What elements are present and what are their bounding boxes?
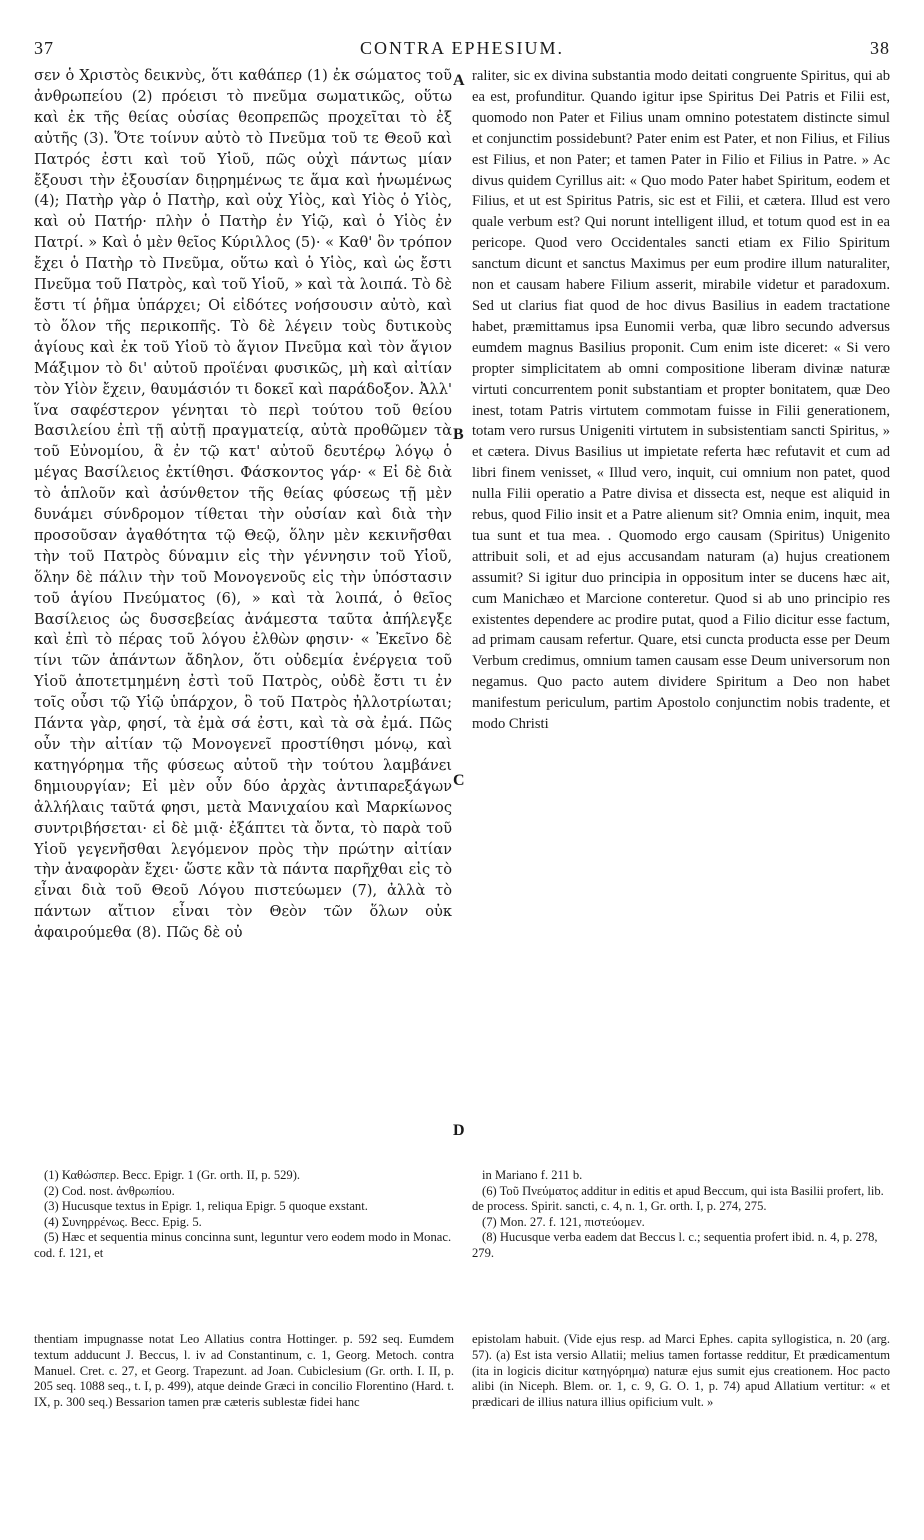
left-page-number: 37 — [34, 38, 54, 58]
margin-letter-b: B — [453, 426, 464, 443]
footnote-3: (3) Hucusque textus in Epigr. 1, reliqua Epigr. 5 quoque exstant. — [44, 1199, 368, 1214]
editor-note-right: epistolam habuit. (Vide ejus resp. ad Marci Ephes. capita syllogistica, n. 20 (arg. 57). (a) Est ista versio Allatii; melius tamen fortasse redditur, Et prædicamentum (ita in logicis dicitur κατηγόρημα) naturæ ejus sumit ejus creationem. Hoc pacto alibi (in Niceph. Blem. or. 1, c. 9, G. O. 1, p. 74) apud Allatium vertitur: « et prædicari de illius natura illius opificium vult. » — [472, 1332, 890, 1410]
running-title: CONTRA EPHESIUM. — [359, 38, 565, 58]
footnote-5: (5) Hæc et sequentia minus concinna sunt, leguntur vero eodem modo in Monac. cod. f. 121, et — [34, 1230, 452, 1260]
editor-note-left: thentiam impugnasse notat Leo Allatius contra Hottinger. p. 592 seq. Eumdem textum adducunt J. Beccus, l. iv ad Constantinum, c. 1, Georg. Metoch. contra Manuel. Cret. c. 27, et Georg. Trapezunt. ad Joan. Cubiclesium (Gr. orth. I. II, p. 205 seq. 1088 seq., t. I, p. 499), atque deinde Græci in concilio Florentino (Hard. t. IX, p. 300 seq.) Bessarion tamen præ cæteris sublestæ fidei hanc — [34, 1332, 454, 1410]
margin-letter-a: A — [453, 72, 465, 89]
margin-letter-d: D — [453, 1122, 465, 1139]
greek-column: σεν ὁ Χριστὸς δεικνὺς, ὅτι καθάπερ (1) ἐκ σώματος τοῦ ἀνθρωπείου (2) πρόεισι τὸ πνεῦμα σωματικῶς, οὕτω καὶ ἐκ τῆς θείας οὐσίας θεοπρεπῶς προχεῖται τὸ ἐξ αὐτῆς (3). Ὅτε τοίνυν αὐτὸ τὸ Πνεῦμα τοῦ τε Θεοῦ καὶ Πατρός ἐστι καὶ τοῦ Υἱοῦ, πῶς οὐχὶ πάντως μίαν ἔξουσι τὴν ἐξουσίαν διῃρημένως τε ἅμα καὶ ἡνωμένως (4); Πατὴρ γὰρ ὁ Πατὴρ, καὶ οὐχ Υἱὸς, καὶ Υἱὸς ὁ Υἱὸς, καὶ οὐ Πατήρ· πλὴν ὁ Πατὴρ ἐν Υἱῷ, καὶ ὁ Υἱὸς ἐν Πατρί. » Καὶ ὁ μὲν θεῖος Κύριλλος (5)· « Καθ' ὃν τρόπον ἔχει ὁ Πατὴρ τὸ Πνεῦμα, οὕτω καὶ ὁ Υἱὸς, καὶ ὡς ἔστι Πνεῦμα τοῦ Πατρὸς, καὶ τοῦ Υἱοῦ, » καὶ τὰ λοιπά. Τὸ δὲ ἔστι τί ῥῆμα ὑπάρχει; Οἱ εἰδότες νοήσουσιν αὐτὸ, καὶ τὸ ὅλον τῆς περικοπῆς. Τὸ δὲ λέγειν τοὺς δυτικοὺς ἁγίους καὶ ἐκ τοῦ Υἱοῦ τὸ ἅγιον Πνεῦμα καὶ τὸν ἅγιον Μάξιμον τὸ δι' αὐτοῦ προϊέναι φυσικῶς, μὴ καὶ αἰτίαν τὸν Υἱὸν ἔχειν, θαυμάσιόν τι δοκεῖ καὶ παράδοξον. Ἀλλ' ἵνα σαφέστερον γένηται τὸ περὶ τούτου τοῦ θείου Βασιλείου ἐπὶ τῇ αὐτῇ πραγματείᾳ, αὐτὰ προθῶμεν τὰ τοῦ Εὐνομίου, ἃ ἐν τῷ κατ' αὐτοῦ δευτέρῳ λόγῳ ὁ μέγας Βασίλειος ἐκτίθησι. Φάσκοντος γάρ· « Εἰ δὲ διὰ τὸ ἁπλοῦν καὶ ἀσύνθετον τῆς θείας φύσεως τῇ μὲν δυνάμει σύνδρομον τίθεται τὴν οὐσίαν καὶ διὰ τὴν προσοῦσαν ἀγαθότητα τῷ Θεῷ, ὅλην μὲν κεκινῆσθαι τὴν τοῦ Πατρὸς δύναμιν εἰς τὴν γέννησιν τοῦ Υἱοῦ, ὅλην δὲ πάλιν τὴν τοῦ Μονογενοῦς εἰς τὴν ὑπόστασιν τοῦ ἁγίου Πνεύματος (6), » καὶ τὰ λοιπά, ὁ θεῖος Βασίλειος ὡς δυσσεβείας ἀνάμεστα ταῦτα ἀπήλεγξε καὶ ἐπὶ τὸ πέρας τοῦ λόγου ἐλθὼν φησιν· « Ἐκεῖνο δὲ τίνι τῶν ἁπάντων ἄδηλον, ὅτι οὐδεμία ἐνέργεια τοῦ Υἱοῦ ἀποτετμημένη ἐστὶ τοῦ Πατρὸς, οὐδὲ ἔστι τι ἐν τοῖς οὖσι τῷ Υἱῷ ὑπάρχον, ὃ τοῦ Πατρὸς ἠλλοτρίωται; Πάντα γὰρ, φησί, τὰ ἐμὰ σά ἐστι, καὶ τὰ σὰ ἐμά. Πῶς οὖν τὴν αἰτίαν τῷ Μονογενεῖ προστίθησι μόνῳ, καὶ κατηγόρημα τῆς φύσεως αὐτοῦ τὴν τούτου λαμβάνει δημιουργίαν; Εἰ μὲν οὖν δύο ἀρχὰς ἀντιπαρεξάγων ἀλλήλαις ταῦτά φησι, μετὰ Μανιχαίου καὶ Μαρκίωνος συντριβήσεται· εἰ δὲ μιᾷ· ἐξάπτει τὰ ὄντα, τὸ παρὰ τοῦ Υἱοῦ γεγενῆσθαι λεγόμενον πρὸς τὴν πρώτην αἰτίαν τὴν ἀναφορὰν ἔχει· ὥστε κἂν τὰ πάντα παρῆχθαι εἰς τὸ εἶναι διὰ τοῦ Θεοῦ Λόγου πιστεύωμεν (7), ἀλλὰ τὸ πάντων αἴτιον εἶναι τὸν Θεὸν τῶν ὅλων οὐκ ἀφαιρούμεθα (8). Πῶς δὲ οὐ — [34, 67, 452, 942]
footnote-6: (6) Τοῦ Πνεύματος additur in editis et apud Beccum, qui ista Basilii profert, lib. de process. Spirit. sancti, c. 4, n. 1, Gr. orth. I, p. 274, 275. — [472, 1183, 884, 1214]
footnote-8: (8) Hucusque verba eadem dat Beccus l. c.; sequentia profert ibid. n. 4, p. 278, 279. — [472, 1230, 878, 1260]
footnotes-right — [472, 1168, 890, 1262]
footnotes-left — [34, 1168, 454, 1262]
footnote-7: (7) Mon. 27. f. 121, πιστεύομεν. — [482, 1214, 645, 1229]
right-page-number: 38 — [870, 38, 890, 58]
footnote-1: (1) Καθώσπερ. Becc. Epigr. 1 (Gr. orth. II, p. 529). — [44, 1168, 301, 1182]
running-header — [34, 38, 890, 64]
footnote-2: (2) Cod. nost. ἀνθρωπίου. — [44, 1183, 175, 1198]
margin-letter-c: C — [453, 772, 465, 789]
latin-column: raliter, sic ex divina substantia modo deitati congruente Spiritus, qui ab ea est, profunditur. Quando igitur ipse Spiritus Dei Patris et Filii est, quomodo non Pater et Filius unam omnino potestatem distincte simul et conjunctim possidebunt? Pater enim est Pater, et non Filius, et Filius est Filius, et non Pater; et tamen Pater in Filio et Filius in Patre. » Ac divus quidem Cyrillus ait: « Quo modo Pater habet Spiritum, eodem et Filius, et ut est Spiritus Patris, sic est et Filii, et cætera. Illud est vero quale verbum est? Qui norunt intelligent illud, et totum quod est in ea pericope. Quod vero Occidentales sancti etiam ex Filio Spiritum sanctum dicunt et sanctus Maximus per eum prodire illum naturaliter, non et causam habere Filium asserit, mirabile videtur et paradoxum. Sed ut clarius fiat quod de hoc divus Basilius in eadem tractatione habet, præmittamus ipsa Eunomii verba, quæ libro secundo adversus eumdem magnus Basilius proponit. Cum enim iste diceret: « Si vero propter simplicitatem ab omni compositione liberam divinæ naturæ virtuti concurrentem ponit substantiam et propter bonitatem, quæ Deo inest, totam Patris virtutem commotam fuisse in Filii generationem, totam vero rursus Unigeniti virtutem in subsistentiam sancti Spiritus, » et cætera. Divus Basilius ut impietate referta hæc refutavit et cum ad libri finem venisset, « Illud vero, inquit, cui omnium non patet, quod nulla Filii operatio a Patre divisa et dissecta est, neque est aliquid in rebus, quod Filio insit et a Patre alienum sit? Omnia enim, inquit, mea tua sunt et tua mea. . Quomodo ergo causam (Spiritus) Unigenito attribuit soli, et ad ejus accusandam naturam (a) hujus creationem assumit? Si igitur duo principia in oppositum inter se ducens hæc ait, cum Manichæo et Marcione conteretur. Quod si ab uno principio res existentes dependere ac prodire putat, quod a Filio dicitur esse factum, ad primam causam refertur. Quare, etsi cuncta producta esse per Deum Verbum credimus, omnium tamen causam esse Deum universorum non negamus. Quo pacto autem dividere Spiritum a Deo non habet manifestum periculum, partim Apostolo conjunctim nobis tradente, et modo Christi — [472, 68, 890, 733]
footnote-5-cont: in Mariano f. 211 b. — [482, 1168, 583, 1182]
footnote-4: (4) Συνηρρένως. Becc. Epig. 5. — [44, 1214, 202, 1229]
